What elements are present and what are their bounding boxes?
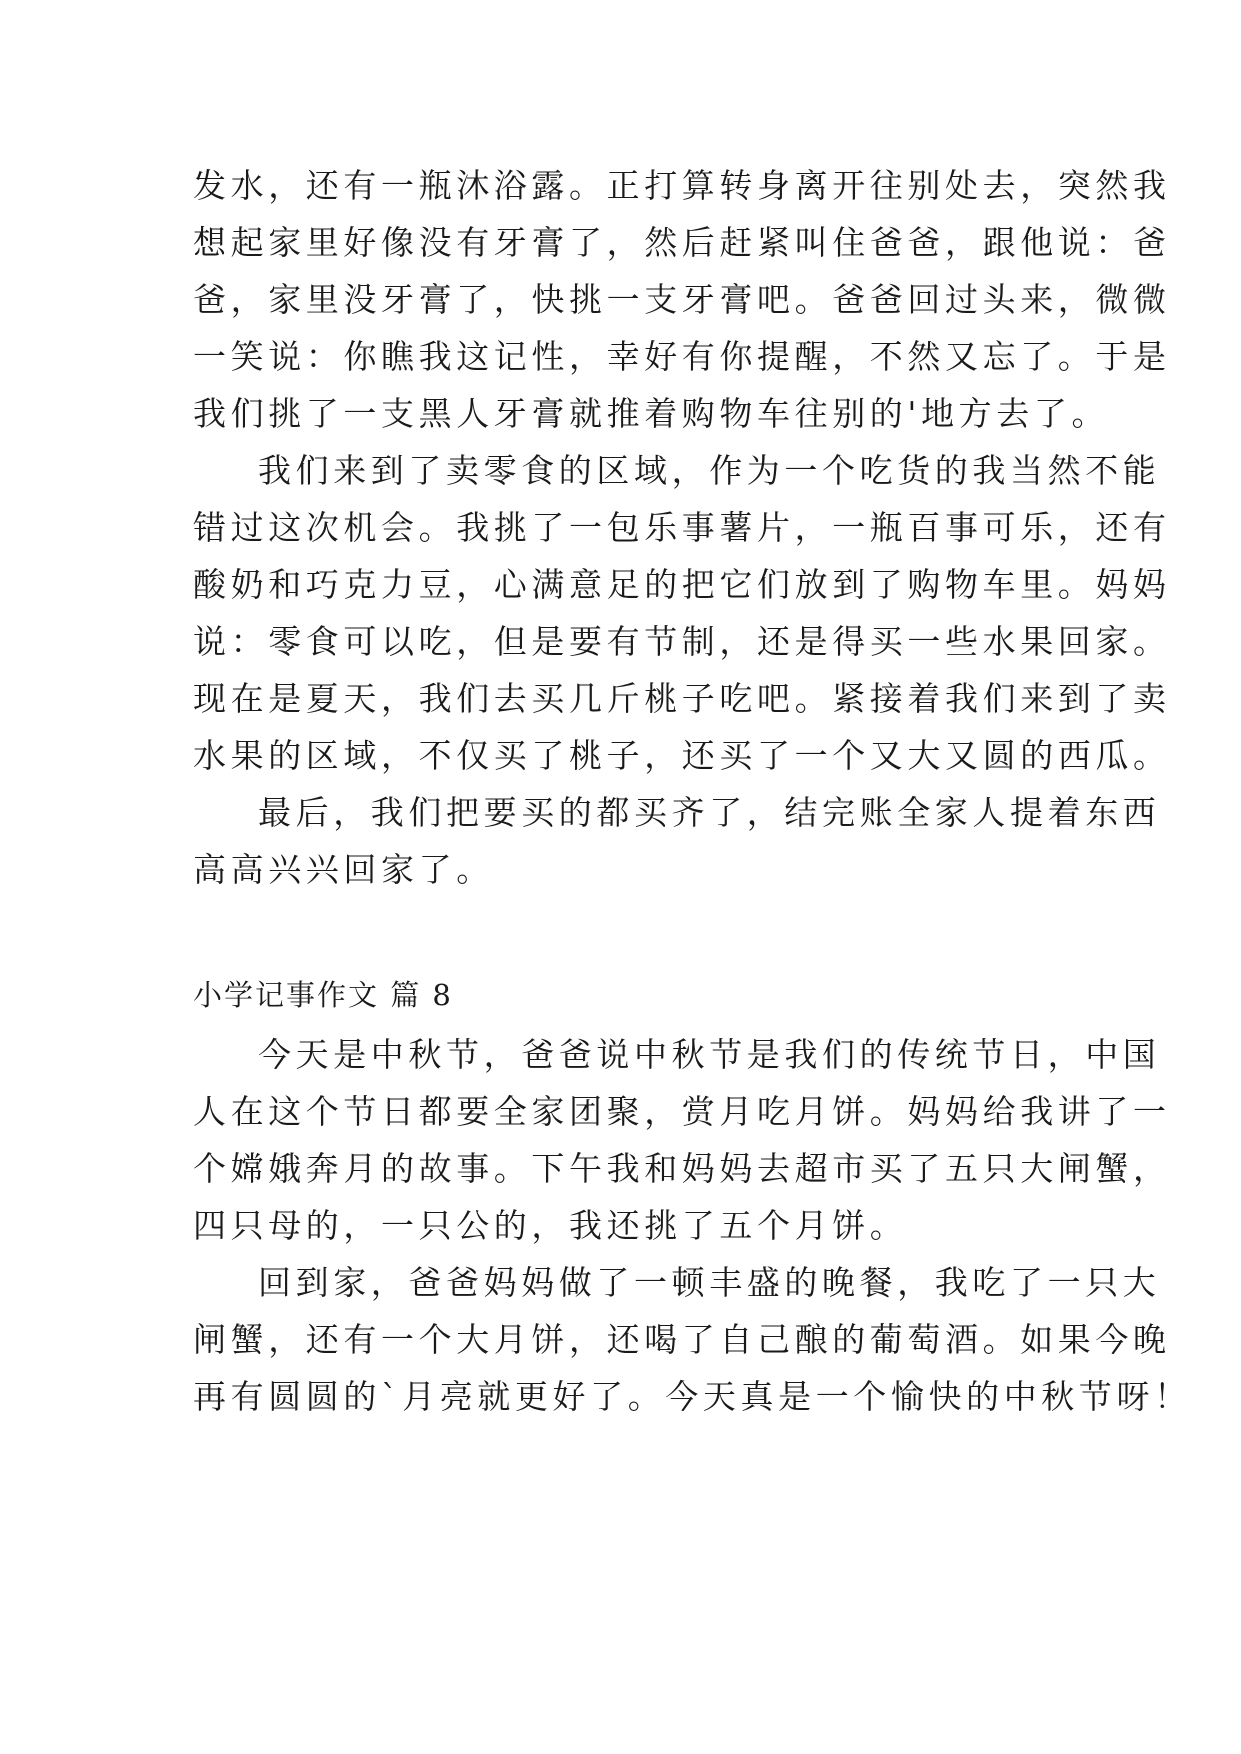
paragraph-line: 再有圆圆的`月亮就更好了。今天真是一个愉快的中秋节呀！: [193, 1377, 1192, 1416]
paragraph-line: 现在是夏天，我们去买几斤桃子吃吧。紧接着我们来到了卖: [193, 679, 1171, 718]
paragraph-line: 一笑说：你瞧我这记性，幸好有你提醒，不然又忘了。于是: [193, 337, 1171, 376]
paragraph-line: 错过这次机会。我挑了一包乐事薯片，一瓶百事可乐，还有: [193, 508, 1171, 547]
paragraph-line: 水果的区域，不仅买了桃子，还买了一个又大又圆的西瓜。: [193, 736, 1171, 775]
paragraph-line: 四只母的，一只公的，我还挑了五个月饼。: [193, 1206, 908, 1245]
paragraph-line: 想起家里好像没有牙膏了，然后赶紧叫住爸爸，跟他说：爸: [193, 223, 1171, 262]
paragraph-line: 我们来到了卖零食的区域，作为一个吃货的我当然不能: [258, 451, 1161, 490]
section-heading: 小学记事作文 篇 8: [193, 978, 453, 1012]
paragraph-line: 个嫦娥奔月的故事。下午我和妈妈去超市买了五只大闸蟹，: [193, 1149, 1171, 1188]
paragraph-line: 今天是中秋节，爸爸说中秋节是我们的传统节日，中国: [258, 1035, 1161, 1074]
paragraph-line: 闸蟹，还有一个大月饼，还喝了自己酿的葡萄酒。如果今晚: [193, 1320, 1171, 1359]
paragraph-line: 人在这个节日都要全家团聚，赏月吃月饼。妈妈给我讲了一: [193, 1092, 1171, 1131]
paragraph-line: 高高兴兴回家了。: [193, 850, 494, 889]
paragraph-line: 酸奶和巧克力豆，心满意足的把它们放到了购物车里。妈妈: [193, 565, 1171, 604]
paragraph-line: 说：零食可以吃，但是要有节制，还是得买一些水果回家。: [193, 622, 1171, 661]
paragraph-line: 最后，我们把要买的都买齐了，结完账全家人提着东西: [258, 793, 1161, 832]
paragraph-line: 我们挑了一支黑人牙膏就推着购物车往别的'地方去了。: [193, 394, 1110, 433]
paragraph-line: 发水，还有一瓶沐浴露。正打算转身离开往别处去，突然我: [193, 166, 1171, 205]
paragraph-line: 回到家，爸爸妈妈做了一顿丰盛的晚餐，我吃了一只大: [258, 1263, 1161, 1302]
paragraph-line: 爸，家里没牙膏了，快挑一支牙膏吧。爸爸回过头来，微微: [193, 280, 1171, 319]
